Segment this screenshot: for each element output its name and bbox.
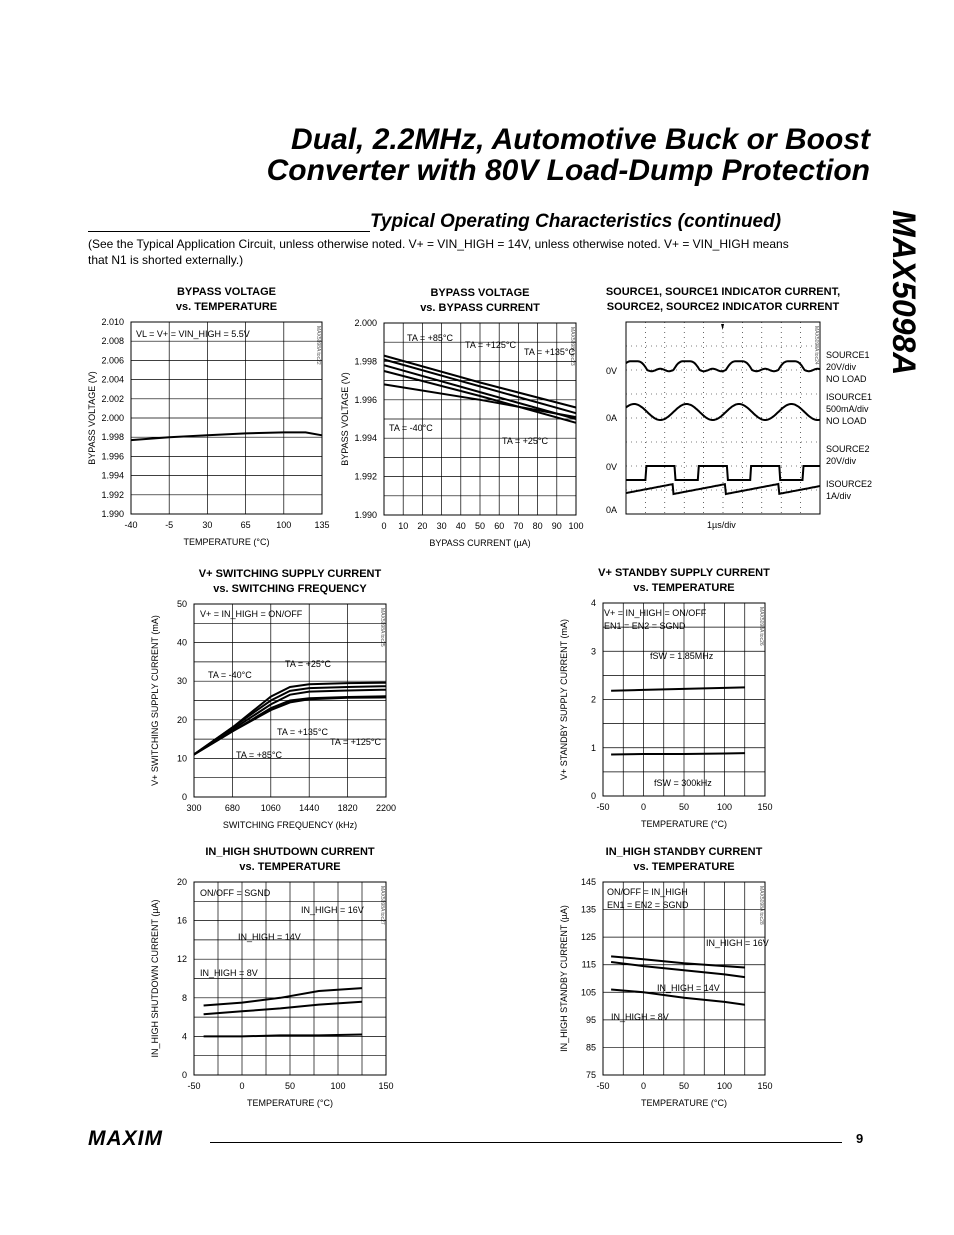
figure-code: MAX5098A toc22 <box>315 326 321 365</box>
y-tick-label: 2.008 <box>101 336 124 347</box>
chart-annotation: IN_HIGH = 14V <box>238 932 301 942</box>
x-tick-label: 70 <box>513 521 524 531</box>
chart-annotation: V+ = IN_HIGH = ON/OFF <box>200 609 303 619</box>
x-tick-label: 10 <box>398 521 409 531</box>
x-tick-label: 80 <box>532 521 543 531</box>
scope-level-label: 0A <box>606 505 618 515</box>
chart-annotation: TA = +85°C <box>236 750 282 760</box>
x-tick-label: 1820 <box>337 803 358 813</box>
chart-title-line: V+ STANDBY SUPPLY CURRENT <box>598 567 770 579</box>
x-tick-label: 65 <box>240 520 251 530</box>
chart-title-line: BYPASS VOLTAGE <box>176 286 277 298</box>
y-tick-label: 1.992 <box>101 489 124 500</box>
part-number: MAX5098A <box>886 210 922 376</box>
scope-channel-label: NO LOAD <box>826 416 867 426</box>
x-tick-label: 50 <box>474 521 486 531</box>
figure-code: MAX5098A toc27 <box>379 886 385 925</box>
scope-level-label: 0V <box>606 462 618 472</box>
y-tick-label: 1.998 <box>354 356 377 367</box>
y-tick-label: 1 <box>590 742 596 753</box>
x-tick-label: 0 <box>239 1081 245 1091</box>
chart-annotation: TA = -40°C <box>208 670 252 680</box>
y-tick-label: 12 <box>176 954 187 965</box>
chart-5 <box>559 567 773 829</box>
y-tick-label: 10 <box>176 753 187 764</box>
figure-code: MAX5098A toc24 <box>813 326 819 365</box>
y-tick-label: 16 <box>176 915 187 926</box>
x-tick-label: -50 <box>596 1081 610 1091</box>
y-tick-label: 0 <box>181 792 187 802</box>
scope-channel-label: ISOURCE1 <box>826 392 873 402</box>
y-tick-label: 145 <box>580 877 596 887</box>
logo-mark <box>88 1128 163 1148</box>
y-tick-label: 0 <box>181 1070 187 1080</box>
chart-annotation: VL = V+ = VIN_HIGH = 5.5V <box>136 329 250 339</box>
svg-text:MAXIM: MAXIM <box>88 1128 163 1148</box>
y-tick-label: 85 <box>585 1042 596 1053</box>
chart-6 <box>150 846 394 1108</box>
note-line-2: that N1 is shorted externally.) <box>88 253 244 267</box>
y-tick-label: 0 <box>590 791 596 801</box>
scope-channel-label: NO LOAD <box>826 374 867 384</box>
y-tick-label: 3 <box>590 646 596 657</box>
scope-level-label: 0A <box>606 413 618 423</box>
x-axis-label: SWITCHING FREQUENCY (kHz) <box>222 820 358 830</box>
y-tick-label: 2.000 <box>101 413 124 423</box>
chart-annotation: fSW = 300kHz <box>654 778 712 788</box>
footer-rule <box>210 1142 842 1143</box>
scope-channel-label: ISOURCE2 <box>826 479 873 489</box>
scope-channel-label: 20V/div <box>826 362 857 372</box>
chart-annotation: EN1 = EN2 = SGND <box>604 621 686 631</box>
data-series-line <box>611 753 745 754</box>
x-tick-label: 300 <box>186 803 202 813</box>
chart-title-line: SOURCE1, SOURCE1 INDICATOR CURRENT, <box>605 286 841 298</box>
x-tick-label: 20 <box>417 521 428 531</box>
x-tick-label: 150 <box>757 1081 773 1091</box>
y-tick-label: 2.002 <box>101 393 124 404</box>
figure-code: MAX5098A toc26 <box>758 607 764 646</box>
scope-channel-label: 500mA/div <box>826 404 869 414</box>
x-tick-label: 2200 <box>375 803 397 813</box>
x-axis-label: TEMPERATURE (°C) <box>641 819 727 829</box>
chart-annotation: TA = +25°C <box>502 436 548 446</box>
y-tick-label: 40 <box>176 637 187 648</box>
y-tick-label: 125 <box>580 932 596 943</box>
chart-annotation: TA = +85°C <box>407 333 453 343</box>
y-tick-label: 50 <box>176 599 187 609</box>
chart-title-line: vs. SWITCHING FREQUENCY <box>213 583 367 595</box>
chart-annotation: IN_HIGH = 8V <box>200 968 258 978</box>
scope-level-label: 0V <box>606 366 618 376</box>
chart-annotation: TA = -40°C <box>389 423 433 433</box>
x-tick-label: 150 <box>378 1081 394 1091</box>
chart-4 <box>150 568 396 830</box>
chart-annotation: TA = +25°C <box>285 659 331 669</box>
chart-annotation: TA = +125°C <box>465 340 516 350</box>
scope-time-scale: 1µs/div <box>707 520 736 530</box>
x-tick-label: 30 <box>202 520 213 530</box>
chart-annotation: V+ = IN_HIGH = ON/OFF <box>604 608 707 618</box>
x-tick-label: -40 <box>124 520 138 530</box>
x-tick-label: 135 <box>314 520 330 530</box>
scope-channel-label: 20V/div <box>826 456 857 466</box>
x-tick-label: -5 <box>165 520 174 530</box>
chart-annotation: IN_HIGH = 16V <box>301 905 364 915</box>
chart-title-line: BYPASS VOLTAGE <box>430 287 530 299</box>
x-tick-label: 0 <box>640 802 647 812</box>
x-tick-label: 0 <box>381 521 387 531</box>
x-tick-label: 100 <box>568 521 584 531</box>
y-tick-label: 8 <box>181 992 187 1003</box>
scope-channel-label: SOURCE1 <box>826 350 870 360</box>
scope-channel-label: 1A/div <box>826 491 852 501</box>
page-number: 9 <box>856 1131 864 1146</box>
x-tick-label: -50 <box>187 1081 201 1091</box>
y-tick-label: 1.996 <box>354 394 377 405</box>
chart-title-line: vs. TEMPERATURE <box>633 861 735 873</box>
y-axis-label: BYPASS VOLTAGE (V) <box>340 372 350 466</box>
x-tick-label: 150 <box>757 802 773 812</box>
chart-7 <box>559 846 773 1108</box>
chart-title-line: vs. TEMPERATURE <box>633 582 735 594</box>
y-tick-label: 2.000 <box>354 318 377 328</box>
chart-annotation: ON/OFF = IN_HIGH <box>607 887 688 897</box>
y-tick-label: 2.004 <box>101 374 124 385</box>
trigger-marker <box>721 324 724 330</box>
y-tick-label: 2 <box>590 694 596 705</box>
title-line-2: Converter with 80V Load-Dump Protection <box>266 154 870 187</box>
figure-code: MAX5098A toc28 <box>758 886 764 925</box>
title-line-1: Dual, 2.2MHz, Automotive Buck or Boost <box>291 123 870 156</box>
scope-channel-label: SOURCE2 <box>826 444 870 454</box>
y-tick-label: 2.006 <box>101 355 124 366</box>
y-tick-label: 4 <box>590 598 596 608</box>
x-tick-label: 0 <box>640 1081 647 1091</box>
x-tick-label: 90 <box>551 521 562 531</box>
x-axis-label: TEMPERATURE (°C) <box>641 1098 727 1108</box>
x-tick-label: 50 <box>678 1081 690 1091</box>
x-tick-label: 100 <box>330 1081 346 1091</box>
chart-annotation: IN_HIGH = 8V <box>611 1012 669 1022</box>
y-tick-label: 20 <box>176 714 187 725</box>
data-series-line <box>131 432 322 440</box>
y-tick-label: 1.990 <box>101 509 124 519</box>
maxim-logo <box>88 1128 200 1153</box>
chart-3 <box>606 286 872 530</box>
y-tick-label: 1.998 <box>101 432 124 443</box>
y-tick-label: 95 <box>585 1014 596 1025</box>
y-tick-label: 135 <box>580 904 596 915</box>
y-tick-label: 1.990 <box>354 510 377 520</box>
x-tick-label: -50 <box>596 802 610 812</box>
chart-title-line: SOURCE2, SOURCE2 INDICATOR CURRENT <box>606 301 840 313</box>
chart-title-line: V+ SWITCHING SUPPLY CURRENT <box>198 568 382 580</box>
x-tick-label: 60 <box>494 521 505 531</box>
x-axis-label: TEMPERATURE (°C) <box>247 1098 333 1108</box>
y-tick-label: 1.996 <box>101 451 124 462</box>
figure-code: MAX5098A toc23 <box>569 327 575 366</box>
chart-2 <box>340 287 584 548</box>
chart-annotation: TA = +135°C <box>524 347 575 357</box>
chart-annotation: TA = +135°C <box>277 727 328 737</box>
chart-annotation: EN1 = EN2 = SGND <box>607 900 689 910</box>
chart-annotation: IN_HIGH = 16V <box>706 938 769 948</box>
y-axis-label: IN_HIGH STANDBY CURRENT (µA) <box>559 905 569 1052</box>
x-tick-label: 50 <box>678 802 690 812</box>
y-tick-label: 30 <box>176 676 187 687</box>
note-line-1: (See the Typical Application Circuit, unless otherwise noted. V+ = VIN_HIGH = 14V, unless otherwise noted. V+ = VIN_HIGH means <box>88 237 789 251</box>
x-tick-label: 680 <box>224 803 240 813</box>
y-tick-label: 1.992 <box>354 471 377 482</box>
chart-title-line: IN_HIGH SHUTDOWN CURRENT <box>205 846 375 858</box>
y-tick-label: 4 <box>181 1031 187 1042</box>
section-heading: Typical Operating Characteristics (continued) <box>370 211 782 232</box>
y-tick-label: 2.010 <box>101 317 124 327</box>
x-tick-label: 100 <box>716 802 733 812</box>
chart-annotation: IN_HIGH = 14V <box>657 983 720 993</box>
x-tick-label: 1060 <box>260 803 281 813</box>
y-axis-label: BYPASS VOLTAGE (V) <box>87 371 97 465</box>
y-axis-label: V+ STANDBY SUPPLY CURRENT (mA) <box>559 619 569 780</box>
y-tick-label: 75 <box>585 1070 596 1080</box>
chart-title-line: vs. TEMPERATURE <box>239 861 341 873</box>
figure-code: MAX5098A toc25 <box>379 608 385 647</box>
x-tick-label: 100 <box>716 1081 733 1091</box>
chart-annotation: fSW = 1.85MHz <box>650 651 714 661</box>
chart-title-line: vs. TEMPERATURE <box>175 301 278 313</box>
y-tick-label: 20 <box>176 877 187 887</box>
y-tick-label: 105 <box>580 987 596 998</box>
x-tick-label: 1440 <box>299 803 320 813</box>
x-axis-label: BYPASS CURRENT (µA) <box>429 538 531 548</box>
chart-annotation: TA = +125°C <box>330 737 381 747</box>
y-tick-label: 1.994 <box>101 470 124 481</box>
x-axis-label: TEMPERATURE (°C) <box>183 537 270 547</box>
chart-1 <box>87 286 330 547</box>
x-tick-label: 30 <box>436 521 447 531</box>
x-tick-label: 40 <box>455 521 466 531</box>
y-tick-label: 115 <box>581 959 596 970</box>
chart-title-line: IN_HIGH STANDBY CURRENT <box>605 846 763 858</box>
x-tick-label: 100 <box>276 520 292 530</box>
x-tick-label: 50 <box>284 1081 296 1091</box>
y-axis-label: IN_HIGH SHUTDOWN CURRENT (µA) <box>150 899 160 1058</box>
chart-annotation: ON/OFF = SGND <box>200 888 271 898</box>
chart-title-line: vs. BYPASS CURRENT <box>420 302 540 314</box>
y-tick-label: 1.994 <box>354 433 377 444</box>
y-axis-label: V+ SWITCHING SUPPLY CURRENT (mA) <box>150 615 160 786</box>
